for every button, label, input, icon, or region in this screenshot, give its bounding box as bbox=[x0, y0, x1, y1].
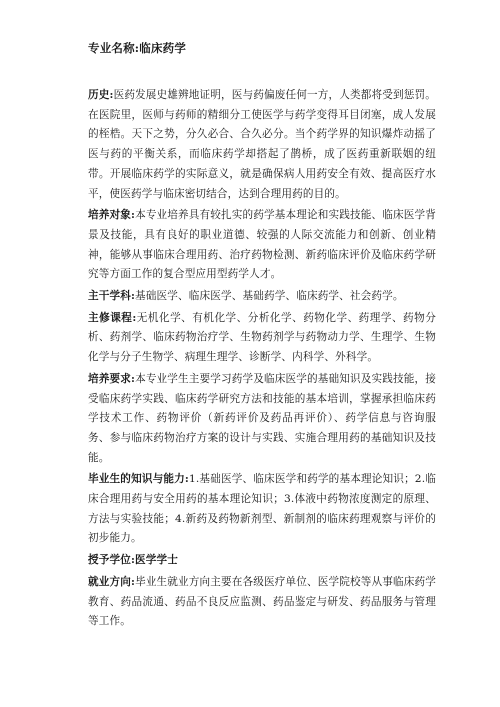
section-label: 就业方向: bbox=[88, 575, 136, 588]
section-graduate-abilities bbox=[88, 470, 436, 549]
section-history bbox=[88, 86, 436, 204]
section-label: 主修课程: bbox=[88, 311, 137, 324]
title-value: 临床药学 bbox=[139, 41, 187, 55]
section-label: 培养对象: bbox=[88, 209, 136, 222]
section-text: 1.基础医学、临床医学和药学的基本理论知识；2.临床合理用药与安全用药的基本理论知识；3.体液中药物浓度测定的原理、方法与实验技能；4.新药及药物新剂型、新制剂的临床药理观察与评价的初步能力。 bbox=[88, 473, 436, 545]
section-main-disciplines bbox=[88, 287, 436, 307]
section-text: 医学学士 bbox=[135, 554, 179, 567]
section-label: 授予学位: bbox=[88, 554, 136, 567]
page-title bbox=[88, 40, 436, 56]
section-degree bbox=[88, 551, 436, 571]
section-label: 毕业生的知识与能力: bbox=[88, 473, 189, 486]
section-training-target bbox=[88, 206, 436, 285]
section-text: 无机化学、有机化学、分析化学、药物化学、药理学、药物分析、药剂学、临床药物治疗学、生物药剂学与药物动力学、生理学、生物化学与分子生物学、病理生理学、诊断学、内科学、外科学。 bbox=[88, 311, 436, 364]
section-text: 本专业培养具有较扎实的药学基本理论和实践技能、临床医学背景及技能，具有良好的职业道德、较强的人际交流能力和创新、创业精神，能够从事临床合理用药、治疗药物检测、新药临床评价及临床药学研究等方面工作的复合型应用型药学人才。 bbox=[88, 209, 436, 281]
section-main-courses bbox=[88, 309, 436, 368]
section-text: 基础医学、临床医学、基础药学、临床药学、社会药学。 bbox=[135, 290, 404, 303]
section-label: 培养要求: bbox=[88, 372, 136, 385]
section-label: 主干学科: bbox=[88, 290, 136, 303]
title-label: 专业名称: bbox=[88, 41, 140, 55]
section-label: 历史: bbox=[88, 89, 114, 101]
section-employment bbox=[88, 573, 436, 632]
section-text: 医药发展史雄辨地证明，医与药偏废任何一方，人类都将受到惩罚。在医院里，医师与药师的精细分工使医学与药学变得耳目闭塞，成人发展的桎梏。天下之势，分久必合、合久必分。当个药学界的知识爆炸动摇了医与药的平衡关系，而临床药学却搭起了鹊桥，成了医药重新联姻的纽带。开展临床药学的实际意义，就是确保病人用药安全有效、提高医疗水平，使医药学与临床密切结合，达到合理用药的目的。 bbox=[88, 89, 436, 200]
section-text: 毕业生就业方向主要在各级医疗单位、医学院校等从事临床药学教育、药品流通、药品不良反应监测、药品鉴定与研发、药品服务与管理等工作。 bbox=[88, 575, 436, 628]
section-training-requirements bbox=[88, 370, 436, 469]
section-text: 本专业学生主要学习药学及临床医学的基础知识及实践技能，接受临床药学实践、临床药学研究方法和技能的基本培训，掌握承担临床药学技术工作、药物评价（新药评价及药品再评价）、药学信息与咨询服务、参与临床药物治疗方案的设计与实践、实施合理用药的基础知识及技能。 bbox=[88, 372, 436, 464]
